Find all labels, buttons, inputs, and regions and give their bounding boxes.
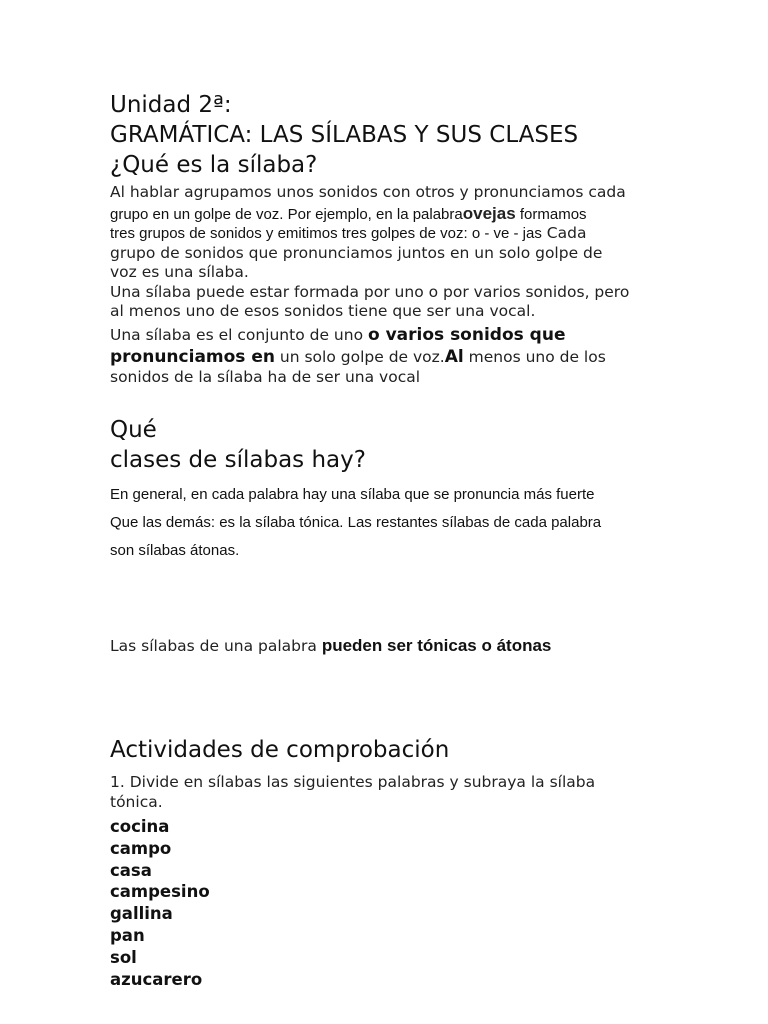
intro-line	[110, 224, 670, 244]
word-item: pan	[110, 925, 145, 945]
body-line: son sílabas átonas.	[110, 542, 240, 559]
word-item: campo	[110, 838, 172, 858]
body-line: Que las demás: es la sílaba tónica. Las restantes sílabas de cada palabra	[110, 514, 602, 531]
document-page	[110, 90, 670, 990]
activity-instruction: tónica.	[110, 792, 163, 811]
summary-line	[110, 635, 670, 657]
intro-text: Cada	[541, 224, 587, 242]
word-list	[110, 816, 670, 990]
page-title: GRAMÁTICA: LAS SÍLABAS Y SUS CLASES	[110, 122, 579, 148]
intro-text: tres grupos de sonidos y emitimos tres golpes de voz: o - ve - jas	[110, 225, 542, 242]
activity-instruction: 1. Divide en sílabas las siguientes palabras y subraya la sílaba	[110, 773, 596, 791]
intro-paragraph	[110, 183, 670, 387]
summary-text: Las sílabas de una palabra	[110, 637, 322, 655]
intro-line: grupo de sonidos que pronunciamos juntos en un solo golpe de	[110, 243, 603, 262]
definition-text: menos uno de los	[463, 347, 606, 366]
definition-line: sonidos de la sílaba ha de ser una vocal	[110, 367, 421, 386]
definition-emphasis: Al	[444, 346, 464, 367]
unit-title: Unidad 2ª:	[110, 92, 232, 118]
word-item: sol	[110, 947, 137, 967]
question-heading: ¿Qué es la sílaba?	[110, 152, 318, 178]
intro-line	[110, 204, 670, 225]
activities-section	[110, 735, 670, 990]
intro-line: Al hablar agrupamos unos sonidos con otros y pronunciamos cada	[110, 183, 626, 201]
intro-text: formamos	[515, 205, 587, 223]
word-item: campesino	[110, 882, 210, 902]
definition-emphasis: o varios sonidos que	[367, 324, 566, 345]
word-item: gallina	[110, 904, 173, 924]
example-word: ovejas	[462, 203, 516, 223]
section-heading: clases de sílabas hay?	[110, 447, 366, 473]
intro-line: al menos uno de esos sonidos tiene que ser una vocal.	[110, 302, 536, 320]
definition-text: un solo golpe de voz.	[274, 347, 445, 366]
section-heading: Qué	[110, 417, 157, 443]
body-line: En general, en cada palabra hay una sílaba que se pronuncia más fuerte	[110, 486, 595, 503]
word-item: cocina	[110, 817, 170, 836]
word-item: casa	[110, 860, 152, 880]
definition-emphasis: pronunciamos en	[110, 346, 275, 367]
intro-text: grupo en un golpe de voz. Por ejemplo, en la palabra	[110, 205, 463, 223]
definition-line	[110, 346, 670, 368]
summary-emphasis: pueden ser tónicas o átonas	[321, 636, 552, 655]
intro-line: Una sílaba puede estar formada por uno o por varios sonidos, pero	[110, 282, 630, 301]
intro-line: voz es una sílaba.	[110, 263, 249, 281]
definition-line	[110, 324, 670, 346]
activities-heading: Actividades de comprobación	[110, 737, 450, 763]
word-item: azucarero	[110, 969, 203, 989]
section-body	[110, 481, 670, 565]
definition-text: Una sílaba es el conjunto de uno	[110, 325, 368, 344]
section-syllable-types	[110, 415, 670, 565]
